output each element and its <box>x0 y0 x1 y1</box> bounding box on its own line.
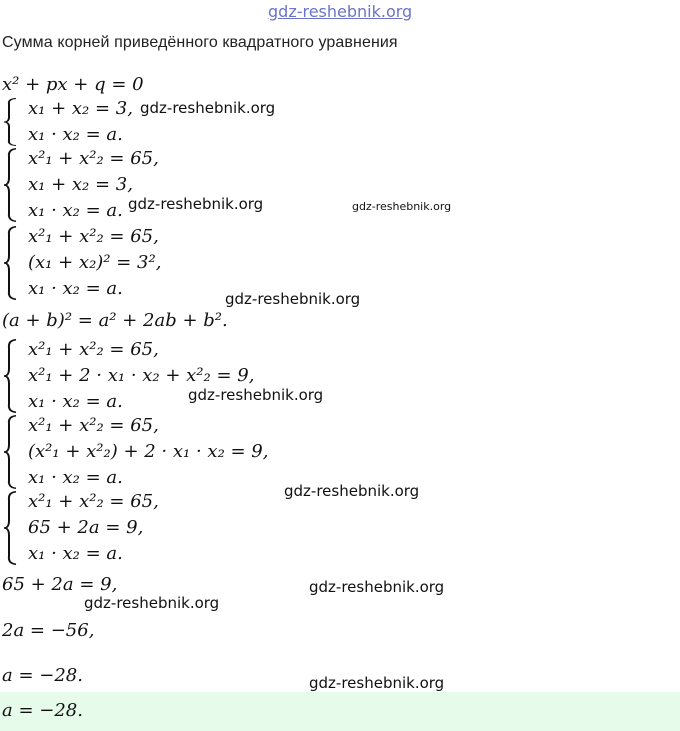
system-6-row: 65 + 2a = 9, <box>28 517 144 538</box>
system-4-row: x²₁ + x²₂ = 65, <box>28 339 159 360</box>
answer-box <box>0 692 680 731</box>
watermark-top: gdz-reshebnik.org <box>268 2 413 21</box>
watermark: gdz-reshebnik.org <box>84 594 220 612</box>
watermark: gdz-reshebnik.org <box>284 482 420 500</box>
system-6-row: x²₁ + x²₂ = 65, <box>28 491 159 512</box>
brace-icon <box>2 148 18 222</box>
watermark: gdz-reshebnik.org <box>128 195 264 213</box>
watermark: gdz-reshebnik.org <box>309 674 445 692</box>
watermark: gdz-reshebnik.org <box>225 290 361 308</box>
watermark: gdz-reshebnik.org <box>309 578 445 596</box>
system-1 <box>0 96 133 148</box>
watermark: gdz-reshebnik.org <box>188 386 324 404</box>
system-2-row: x²₁ + x²₂ = 65, <box>28 148 159 169</box>
system-6 <box>0 489 159 567</box>
system-3 <box>0 224 161 302</box>
brace-icon <box>2 491 18 565</box>
system-3-row: (x₁ + x₂)² = 3², <box>28 252 162 273</box>
system-4-row: x²₁ + 2 · x₁ · x₂ + x²₂ = 9, <box>28 365 255 386</box>
page-title: Сумма корней приведённого квадратного уравнения <box>2 34 398 51</box>
step-line: 2a = −56, <box>2 620 95 641</box>
system-2-row: x₁ + x₂ = 3, <box>28 174 133 195</box>
answer-text: a = −28. <box>2 700 83 721</box>
system-1-row: x₁ · x₂ = a. <box>28 124 123 145</box>
system-3-row: x₁ · x₂ = a. <box>28 278 123 299</box>
system-5-row: x₁ · x₂ = a. <box>28 467 123 488</box>
equation-line: x² + px + q = 0 <box>2 74 144 95</box>
brace-icon <box>2 98 18 146</box>
identity-line: (a + b)² = a² + 2ab + b². <box>2 310 228 331</box>
brace-icon <box>2 339 18 413</box>
system-2-row: x₁ · x₂ = a. <box>28 200 123 221</box>
brace-icon <box>2 226 18 300</box>
step-line: a = −28. <box>2 665 83 686</box>
system-6-row: x₁ · x₂ = a. <box>28 543 123 564</box>
watermark: gdz-reshebnik.org <box>352 200 452 213</box>
step-line: 65 + 2a = 9, <box>2 574 118 595</box>
watermark: gdz-reshebnik.org <box>140 99 276 117</box>
system-5 <box>0 413 268 491</box>
system-4-row: x₁ · x₂ = a. <box>28 391 123 412</box>
system-3-row: x²₁ + x²₂ = 65, <box>28 226 159 247</box>
system-1-row: x₁ + x₂ = 3, <box>28 98 133 119</box>
brace-icon <box>2 415 18 489</box>
system-5-row: x²₁ + x²₂ = 65, <box>28 415 159 436</box>
system-5-row: (x²₁ + x²₂) + 2 · x₁ · x₂ = 9, <box>28 441 269 462</box>
